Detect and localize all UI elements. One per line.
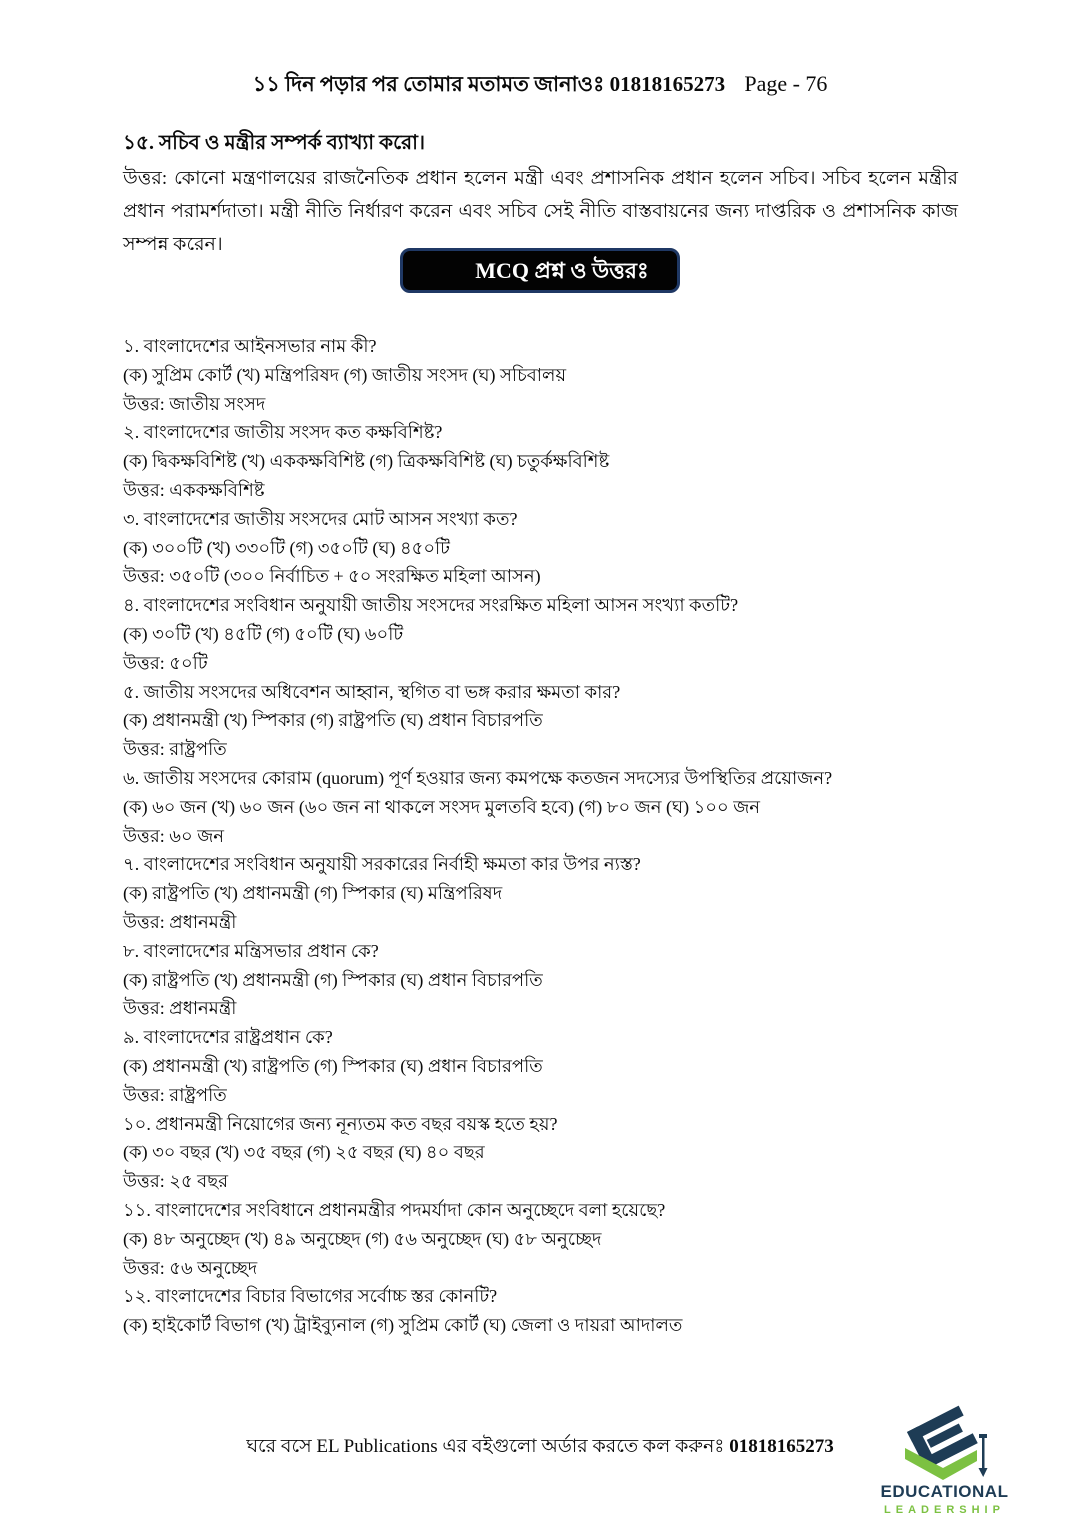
mcq-answer: উত্তর: ৩৫০টি (৩০০ নির্বাচিত + ৫০ সংরক্ষিত মহিলা আসন) [123,566,541,587]
mcq-question: ১২. বাংলাদেশের বিচার বিভাগের সর্বোচ্চ স্তর কোনটি? [123,1286,498,1307]
mcq-options: (ক) ৪৮ অনুচ্ছেদ (খ) ৪৯ অনুচ্ছেদ (গ) ৫৬ অনুচ্ছেদ (ঘ) ৫৮ অনুচ্ছেদ [123,1228,602,1249]
mcq-section-banner: MCQ প্রশ্ন ও উত্তরঃ [400,248,680,293]
graduation-cap-icon [872,1402,1017,1482]
mcq-options: (ক) প্রধানমন্ত্রী (খ) স্পিকার (গ) রাষ্ট্রপতি (ঘ) প্রধান বিচারপতি [123,710,543,731]
mcq-question: ১০. প্রধানমন্ত্রী নিয়োগের জন্য নূন্যতম কত বছর বয়স্ক হতে হয়? [123,1113,558,1134]
mcq-answer: উত্তর: ৬০ জন [123,825,225,846]
mcq-list [123,332,983,1340]
mcq-item-5 [123,678,983,764]
mcq-question: ৮. বাংলাদেশের মন্ত্রিসভার প্রধান কে? [123,940,379,961]
footer-text: ঘরে বসে EL Publications এর বইগুলো অর্ডার করতে কল করুনঃ [246,1436,730,1457]
mcq-question: ৯. বাংলাদেশের রাষ্ট্রপ্রধান কে? [123,1027,333,1048]
page-number-label: Page - 76 [744,71,828,96]
mcq-options: (ক) ৩০০টি (খ) ৩৩০টি (গ) ৩৫০টি (ঘ) ৪৫০টি [123,537,450,558]
mcq-options: (ক) ৬০ জন (খ) ৬০ জন (৬০ জন না থাকলে সংসদ মুলতবি হবে) (গ) ৮০ জন (ঘ) ১০০ জন [123,796,761,817]
mcq-answer: উত্তর: ৫৬ অনুচ্ছেদ [123,1257,258,1278]
question-15-answer: উত্তর: কোনো মন্ত্রণালয়ের রাজনৈতিক প্রধান হলেন মন্ত্রী এবং প্রশাসনিক প্রধান হলেন সচিব। সচিব হলেন মন্ত্রীর প্রধান পরামর্শদাতা। মন্ত্রী নীতি নির্ধারণ করেন এবং সচিব সেই নীতি বাস্তবায়নের জন্য দাপ্তরিক ও প্রশাসনিক কাজ সম্পন্ন করেন। [123,168,958,255]
mcq-options: (ক) প্রধানমন্ত্রী (খ) রাষ্ট্রপতি (গ) স্পিকার (ঘ) প্রধান বিচারপতি [123,1055,543,1076]
question-15-heading: ১৫. সচিব ও মন্ত্রীর সম্পর্ক ব্যাখ্যা করো। [123,132,426,154]
mcq-item-4 [123,591,983,677]
mcq-item-3 [123,505,983,591]
mcq-answer: উত্তর: প্রধানমন্ত্রী [123,998,237,1019]
mcq-item-2 [123,418,983,504]
mcq-answer: উত্তর: ৫০টি [123,652,208,673]
mcq-answer: উত্তর: জাতীয় সংসদ [123,393,266,414]
mcq-options: (ক) হাইকোর্ট বিভাগ (খ) ট্রাইব্যুনাল (গ) সুপ্রিম কোর্ট (ঘ) জেলা ও দায়রা আদালত [123,1315,683,1336]
mcq-answer: উত্তর: ২৫ বছর [123,1171,229,1192]
mcq-item-12 [123,1282,983,1340]
mcq-answer: উত্তর: রাষ্ট্রপতি [123,1084,227,1105]
mcq-options: (ক) রাষ্ট্রপতি (খ) প্রধানমন্ত্রী (গ) স্পিকার (ঘ) মন্ত্রিপরিষদ [123,883,503,904]
mcq-question: ৬. জাতীয় সংসদের কোরাম (quorum) পূর্ণ হওয়ার জন্য কমপক্ষে কতজন সদস্যের উপস্থিতির প্রয়োজন? [123,767,833,788]
mcq-question: ৪. বাংলাদেশের সংবিধান অনুযায়ী জাতীয় সংসদের সংরক্ষিত মহিলা আসন সংখ্যা কতটি? [123,595,739,616]
mcq-answer: উত্তর: রাষ্ট্রপতি [123,739,227,760]
mcq-item-11 [123,1196,983,1282]
mcq-options: (ক) ৩০টি (খ) ৪৫টি (গ) ৫০টি (ঘ) ৬০টি [123,623,404,644]
mcq-options: (ক) সুপ্রিম কোর্ট (খ) মন্ত্রিপরিষদ (গ) জাতীয় সংসদ (ঘ) সচিবালয় [123,364,567,385]
mcq-question: ৭. বাংলাদেশের সংবিধান অনুযায়ী সরকারের নির্বাহী ক্ষমতা কার উপর ন্যস্ত? [123,854,641,875]
header-notice: ১১ দিন পড়ার পর তোমার মতামত জানাওঃ 01818165273 [252,72,726,96]
mcq-item-1 [123,332,983,418]
mcq-question: ১১. বাংলাদেশের সংবিধানে প্রধানমন্ত্রীর পদমর্যাদা কোন অনুচ্ছেদে বলা হয়েছে? [123,1199,666,1220]
mcq-item-9 [123,1023,983,1109]
mcq-item-6 [123,764,983,850]
mcq-options: (ক) ৩০ বছর (খ) ৩৫ বছর (গ) ২৫ বছর (ঘ) ৪০ বছর [123,1142,485,1163]
mcq-options: (ক) দ্বিকক্ষবিশিষ্ট (খ) এককক্ষবিশিষ্ট (গ) ত্রিকক্ষবিশিষ্ট (ঘ) চতুর্কক্ষবিশিষ্ট [123,451,610,472]
mcq-question: ১. বাংলাদেশের আইনসভার নাম কী? [123,336,377,356]
mcq-question: ৫. জাতীয় সংসদের অধিবেশন আহ্বান, স্থগিত বা ভঙ্গ করার ক্ষমতা কার? [123,681,621,702]
footer-phone-number: 01818165273 [729,1436,834,1457]
mcq-item-10 [123,1110,983,1196]
mcq-item-8 [123,937,983,1023]
educational-leadership-logo [872,1402,1017,1518]
mcq-question: ৩. বাংলাদেশের জাতীয় সংসদের মোট আসন সংখ্যা কত? [123,508,518,529]
logo-icon-svg [885,1402,1005,1482]
logo-sub-text: LEADERSHIP [884,1504,1005,1516]
mcq-question: ২. বাংলাদেশের জাতীয় সংসদ কত কক্ষবিশিষ্ট? [123,422,443,443]
page-header [0,68,1080,103]
mcq-options: (ক) রাষ্ট্রপতি (খ) প্রধানমন্ত্রী (গ) স্পিকার (ঘ) প্রধান বিচারপতি [123,969,543,990]
mcq-answer: উত্তর: প্রধানমন্ত্রী [123,911,237,932]
mcq-item-7 [123,850,983,936]
mcq-answer: উত্তর: এককক্ষবিশিষ্ট [123,479,265,500]
logo-name-text: EDUCATIONAL [880,1482,1009,1501]
